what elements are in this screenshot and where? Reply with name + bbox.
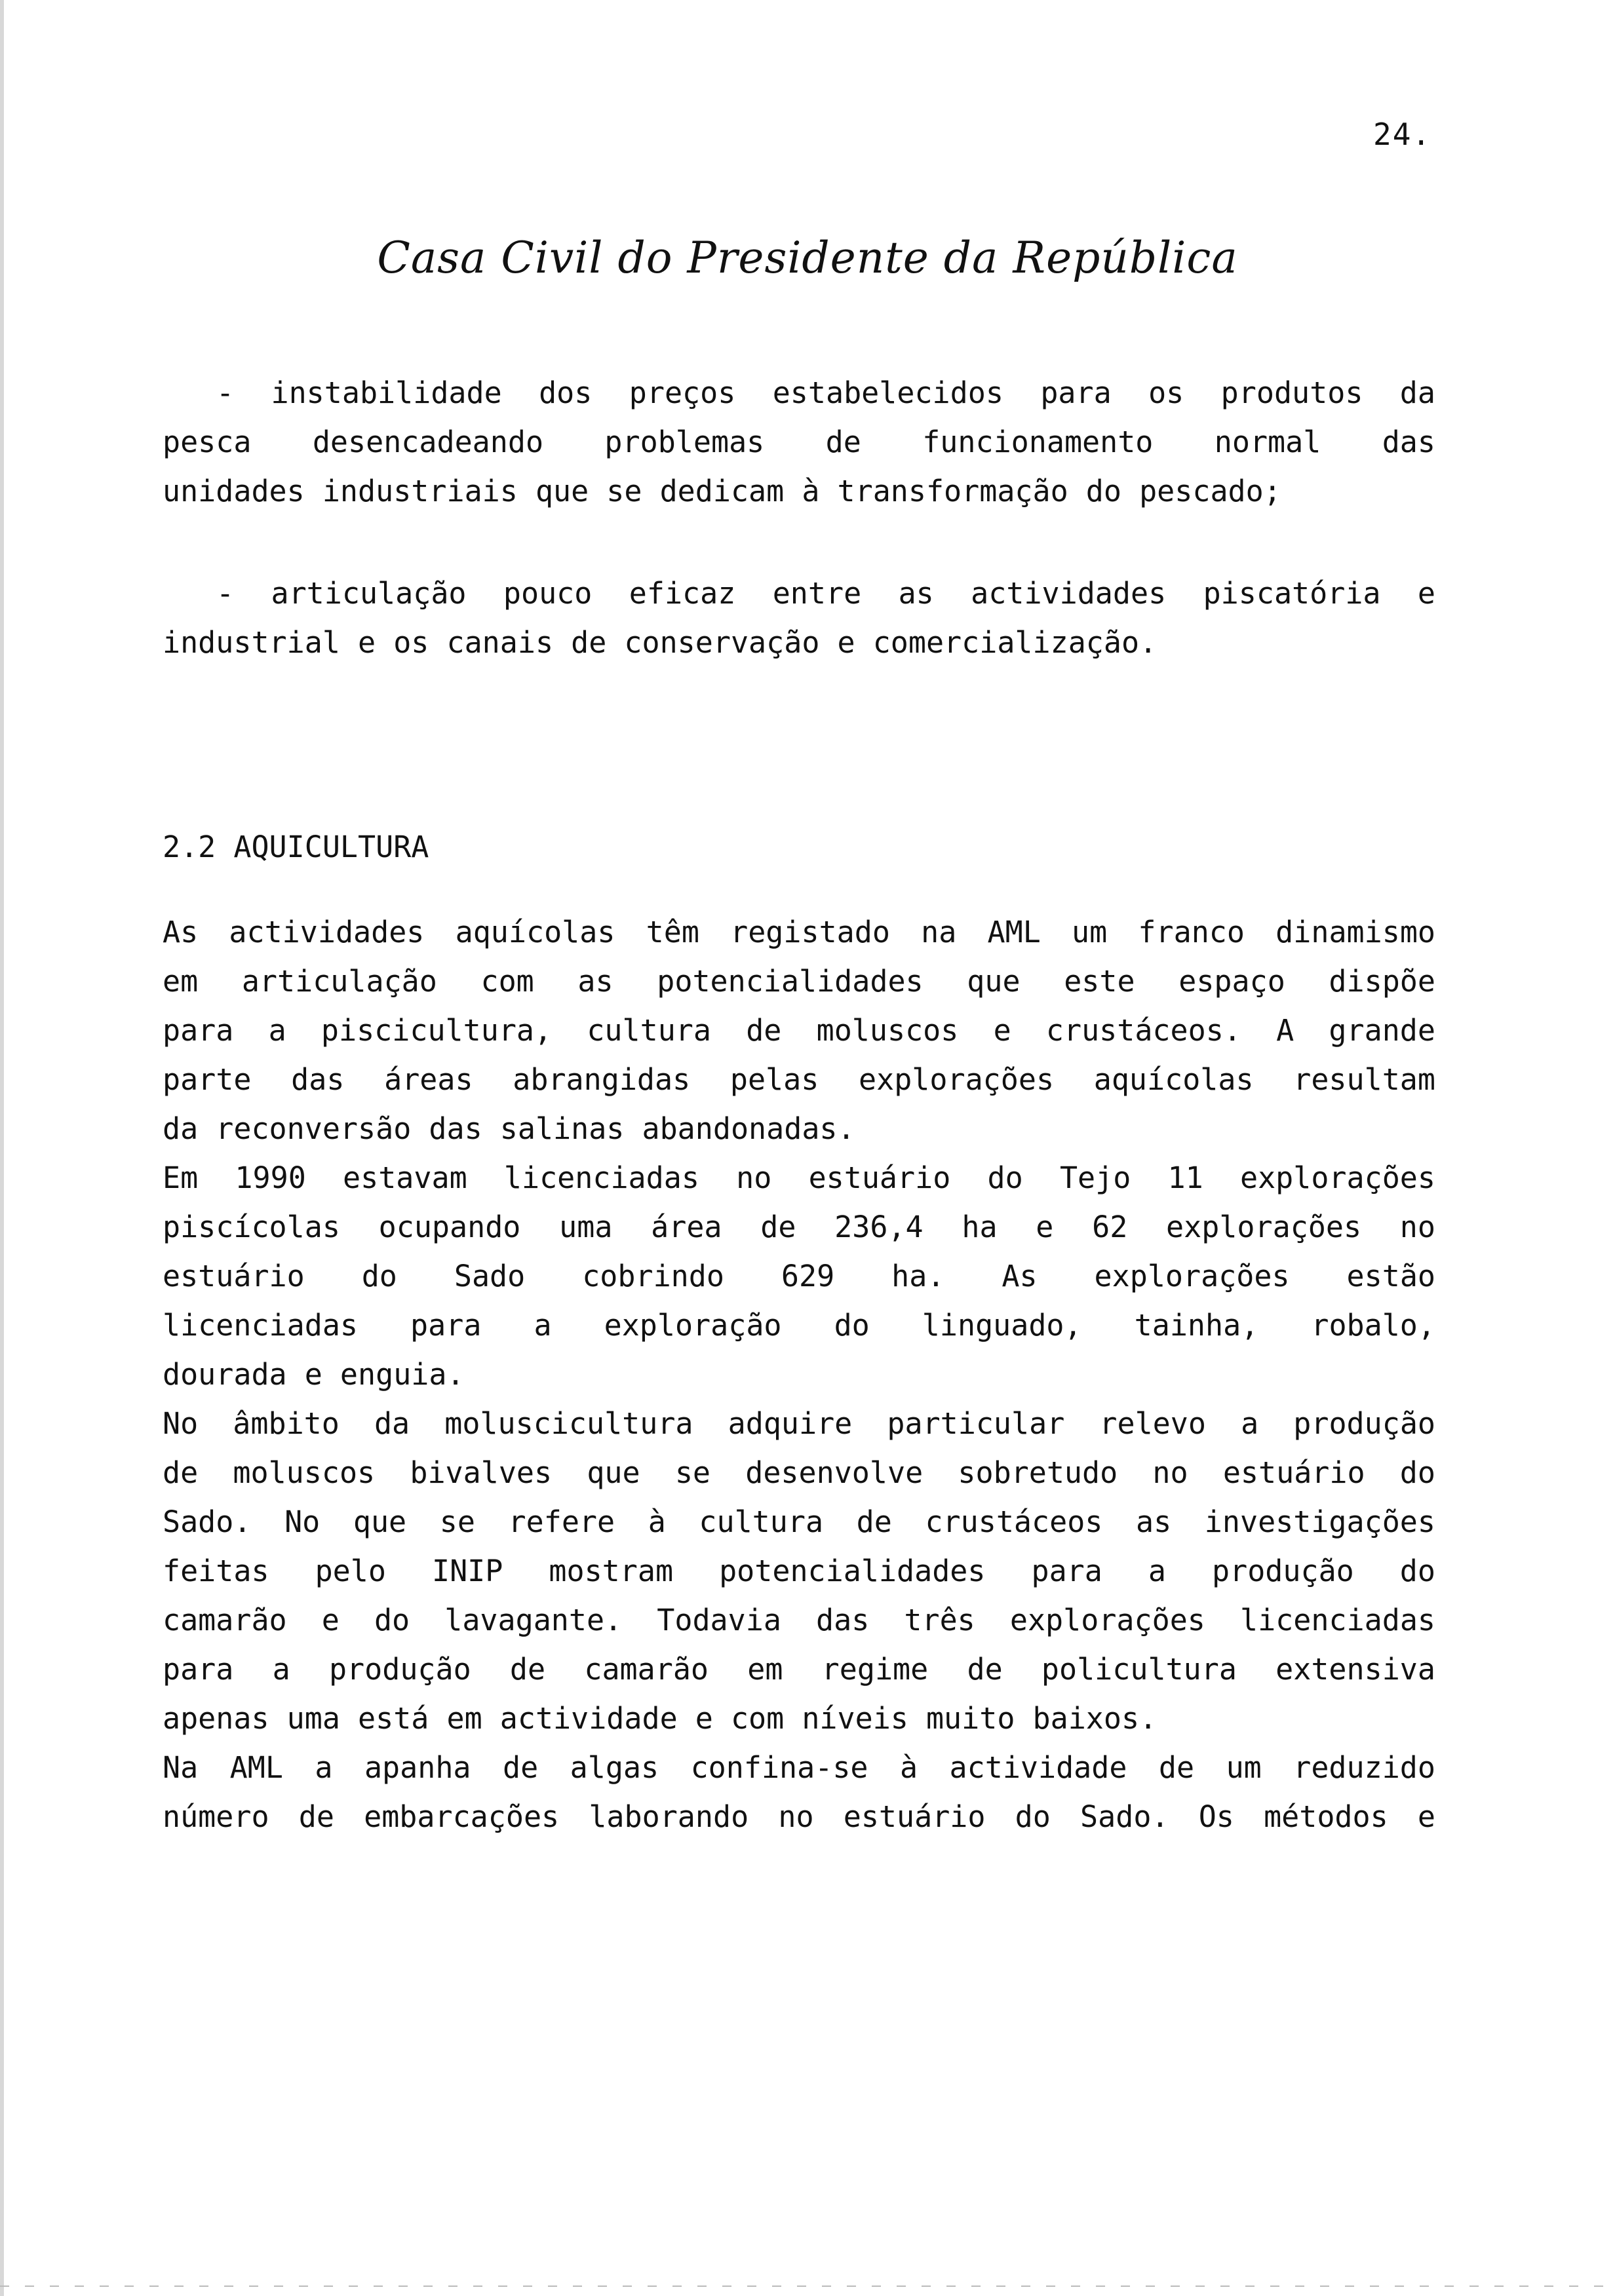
- page-number: 24.: [1373, 117, 1432, 152]
- letterhead: Casa Civil do Presidente da República: [377, 233, 1238, 283]
- text-line: apenas uma está em actividade e com níveis muito baixos.: [163, 1701, 1158, 1736]
- text-line: de moluscos bivalves que se desenvolve sobretudo no estuário do: [163, 1455, 1435, 1490]
- body-text: [163, 908, 1435, 1841]
- text-line: da reconversão das salinas abandonadas.: [163, 1111, 855, 1146]
- text-line: licenciadas para a exploração do linguado, tainha, robalo,: [163, 1308, 1435, 1343]
- text-line: número de embarcações laborando no estuário do Sado. Os métodos e: [163, 1799, 1435, 1834]
- bullet-paragraph-1: [163, 368, 1435, 516]
- text-line: feitas pelo INIP mostram potencialidades para a produção do: [163, 1554, 1435, 1588]
- text-line: - instabilidade dos preços estabelecidos para os produtos da: [216, 375, 1435, 410]
- text-line: Sado. No que se refere à cultura de crustáceos as investigações: [163, 1504, 1435, 1539]
- text-line: piscícolas ocupando uma área de 236,4 ha e 62 explorações no: [163, 1210, 1435, 1244]
- text-line: estuário do Sado cobrindo 629 ha. As explorações estão: [163, 1259, 1435, 1293]
- section-heading: 2.2 AQUICULTURA: [163, 830, 429, 864]
- text-line: Na AML a apanha de algas confina-se à actividade de um reduzido: [163, 1750, 1435, 1785]
- text-line: Em 1990 estavam licenciadas no estuário do Tejo 11 explorações: [163, 1160, 1435, 1195]
- text-line: dourada e enguia.: [163, 1357, 465, 1392]
- scan-artifact-line: [0, 2286, 1615, 2287]
- text-line: As actividades aquícolas têm registado na AML um franco dinamismo: [163, 915, 1435, 949]
- text-line: No âmbito da moluscicultura adquire particular relevo a produção: [163, 1406, 1435, 1441]
- text-line: em articulação com as potencialidades que este espaço dispõe: [163, 964, 1435, 999]
- text-line: - articulação pouco eficaz entre as actividades piscatória e: [216, 576, 1435, 611]
- page-edge: [0, 0, 4, 2296]
- text-line: pesca desencadeando problemas de funcionamento normal das: [163, 425, 1435, 459]
- text-line: para a produção de camarão em regime de policultura extensiva: [163, 1652, 1435, 1687]
- text-line: camarão e do lavagante. Todavia das três explorações licenciadas: [163, 1603, 1435, 1637]
- text-line: parte das áreas abrangidas pelas explorações aquícolas resultam: [163, 1062, 1435, 1097]
- text-line: industrial e os canais de conservação e comercialização.: [163, 625, 1158, 660]
- text-line: para a piscicultura, cultura de moluscos e crustáceos. A grande: [163, 1013, 1435, 1048]
- text-line: unidades industriais que se dedicam à transformação do pescado;: [163, 474, 1281, 508]
- bullet-paragraph-2: [163, 569, 1435, 667]
